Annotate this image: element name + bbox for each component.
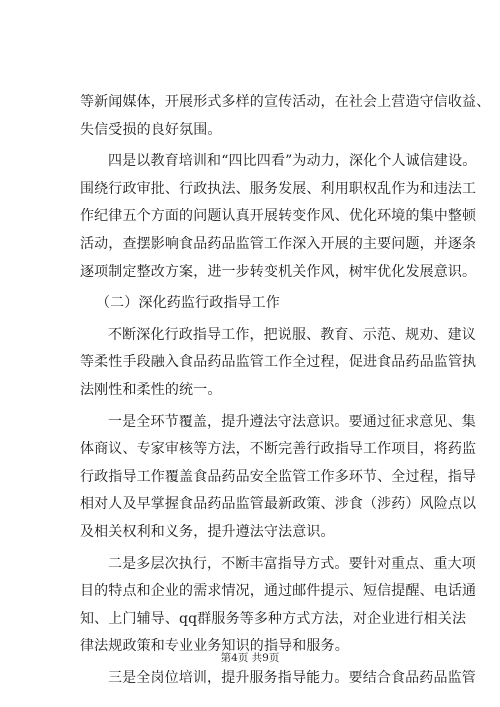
text-line: 及相关权利和义务，提升遵法守法意识。 bbox=[80, 523, 335, 540]
text-line: 一是全环节覆盖，提升遵法守法意识。要通过征求意见、集 bbox=[108, 413, 476, 430]
section-heading bbox=[80, 290, 420, 318]
text-line: 行政指导工作覆盖食品药品安全监管工作多环节、全过程，指导 bbox=[80, 468, 477, 485]
text-line: 逐项制定整改方案，进一步转变机关作风，树牢优化发展意识。 bbox=[80, 263, 477, 280]
text-line: 等新闻媒体，开展形式多样的宣传活动，在社会上营造守信收益、 bbox=[80, 94, 491, 110]
text-line: 围绕行政审批、行政执法、服务发展、利用职权乱作为和违法工 bbox=[80, 180, 477, 197]
text-line: 体商议、专家审核等方法，不断完善行政指导工作项目，将药监 bbox=[80, 441, 477, 458]
text-line: 法刚性和柔性的统一。 bbox=[80, 381, 222, 398]
document-body bbox=[80, 89, 491, 696]
text-line: 作纪律五个方面的问题认真开展转变作风、优化环境的集中整顿 bbox=[80, 208, 477, 225]
section-heading-text: （二）深化药监行政指导工作 bbox=[96, 295, 280, 312]
text-line: 知、上门辅导、qq群服务等多种方式方法，对企业进行相关法 bbox=[80, 610, 467, 627]
text-line: 四是以教育培训和“四比四看”为动力，深化个人诚信建设。 bbox=[108, 153, 477, 170]
paragraph-1 bbox=[80, 89, 491, 144]
paragraph-2 bbox=[80, 148, 477, 286]
text-line: 活动，查摆影响食品药品监管工作深入开展的主要问题，并逐条 bbox=[80, 235, 477, 252]
text-line: 二是多层次执行，不断丰富指导方式。要针对重点、重大项 bbox=[108, 555, 476, 572]
text-line: 相对人及早掌握食品药品监管最新政策、涉食（涉药）风险点以 bbox=[80, 496, 477, 513]
text-line: 目的特点和企业的需求情况，通过邮件提示、短信提醒、电话通 bbox=[80, 583, 477, 600]
paragraph-7 bbox=[80, 665, 476, 693]
paragraph-6 bbox=[80, 551, 477, 661]
text-line: 等柔性手段融入食品药品监管工作全过程，促进食品药品监管执 bbox=[80, 354, 477, 371]
text-line: 不断深化行政指导工作，把说服、教育、示范、规劝、建议 bbox=[108, 326, 476, 343]
text-line: 律法规政策和专业业务知识的指导和服务。 bbox=[80, 638, 349, 655]
paragraph-5 bbox=[80, 409, 477, 547]
paragraph-4 bbox=[80, 322, 477, 405]
text-line: 三是全岗位培训，提升服务指导能力。要结合食品药品监管 bbox=[108, 669, 476, 686]
page-number-footer: 第4页 共9页 bbox=[220, 652, 280, 664]
text-line: 失信受损的良好氛围。 bbox=[80, 121, 222, 138]
